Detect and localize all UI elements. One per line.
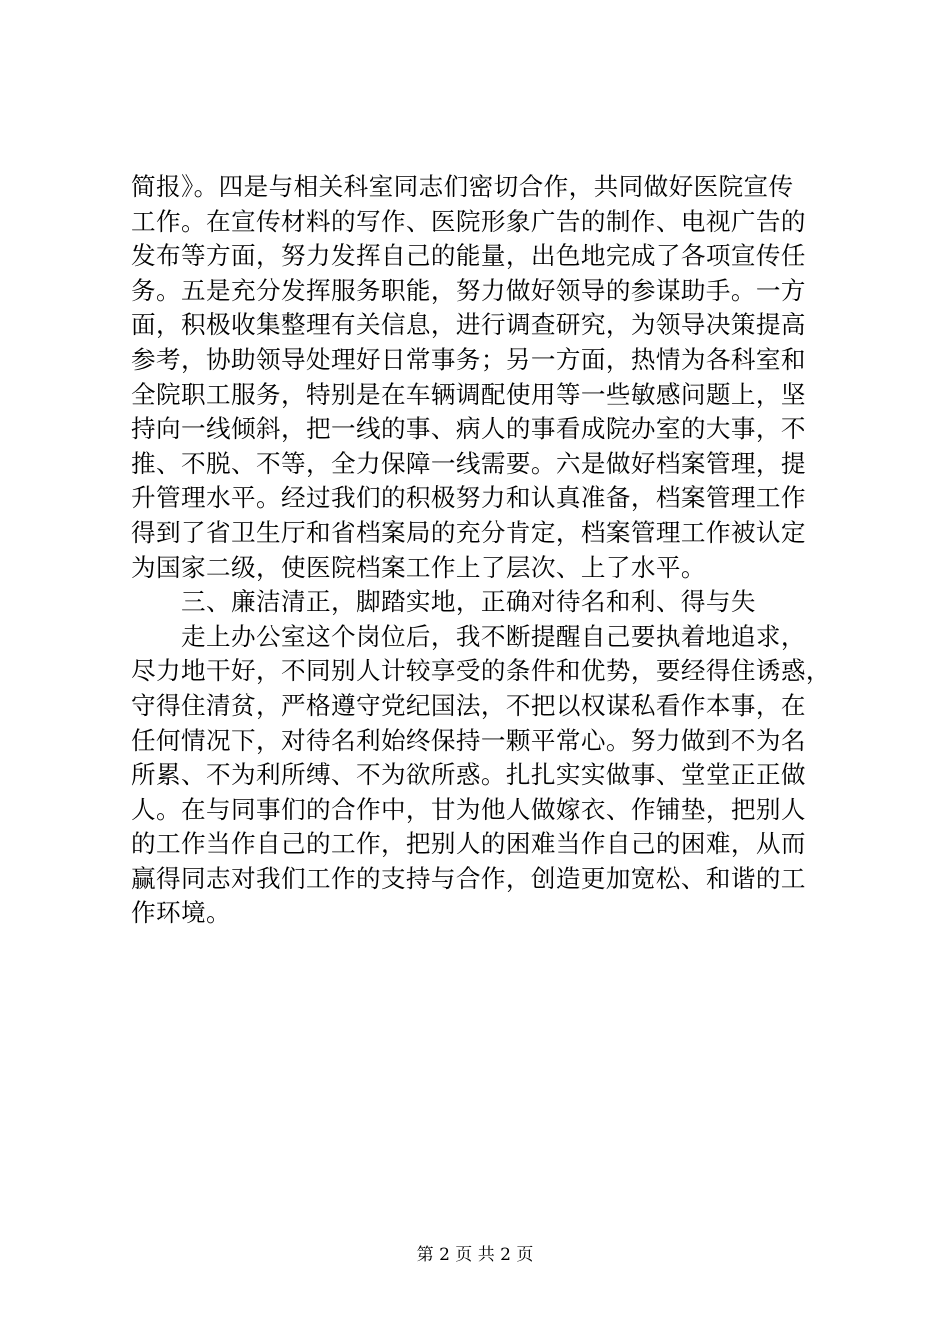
text-line: 的工作当作自己的工作，把别人的困难当作自己的困难，从而 <box>131 829 806 859</box>
text-line: 为国家二级，使医院档案工作上了层次、上了水平。 <box>131 552 706 582</box>
body-text <box>131 170 831 931</box>
text-line: 务。五是充分发挥服务职能，努力做好领导的参谋助手。一方 <box>131 275 806 305</box>
text-line: 所累、不为利所缚、不为欲所惑。扎扎实实做事、堂堂正正做 <box>131 760 806 790</box>
text-line: 升管理水平。经过我们的积极努力和认真准备，档案管理工作 <box>131 483 806 513</box>
text-line: 工作。在宣传材料的写作、医院形象广告的制作、电视广告的 <box>131 206 806 236</box>
text-line: 尽力地干好，不同别人计较享受的条件和优势，要经得住诱惑， <box>131 656 831 686</box>
text-line: 守得住清贫，严格遵守党纪国法，不把以权谋私看作本事，在 <box>131 690 806 720</box>
text-line: 任何情况下，对待名利始终保持一颗平常心。努力做到不为名 <box>131 725 806 755</box>
text-line: 人。在与同事们的合作中，甘为他人做嫁衣、作铺垫，把别人 <box>131 794 806 824</box>
text-line: 赢得同志对我们工作的支持与合作，创造更加宽松、和谐的工 <box>131 863 806 893</box>
text-line: 简报》。四是与相关科室同志们密切合作，共同做好医院宣传 <box>131 172 794 201</box>
text-line: 参考，协助领导处理好日常事务；另一方面，热情为各科室和 <box>131 344 806 374</box>
text-line: 面，积极收集整理有关信息，进行调查研究，为领导决策提高 <box>131 310 806 340</box>
section-heading: 三、廉洁清正，脚踏实地，正确对待名和利、得与失 <box>131 587 756 617</box>
text-line: 走上办公室这个岗位后，我不断提醒自己要执着地追求， <box>131 621 806 651</box>
text-line: 得到了省卫生厅和省档案局的充分肯定，档案管理工作被认定 <box>131 517 806 547</box>
text-line: 作环境。 <box>131 898 231 928</box>
text-line: 发布等方面，努力发挥自己的能量，出色地完成了各项宣传任 <box>131 241 806 271</box>
text-line: 推、不脱、不等，全力保障一线需要。六是做好档案管理，提 <box>131 448 806 478</box>
page-number-footer: 第 2 页 共 2 页 <box>416 1245 534 1265</box>
text-line: 持向一线倾斜，把一线的事、病人的事看成院办室的大事，不 <box>131 414 806 444</box>
text-line: 全院职工服务，特别是在车辆调配使用等一些敏感问题上，坚 <box>131 379 806 409</box>
